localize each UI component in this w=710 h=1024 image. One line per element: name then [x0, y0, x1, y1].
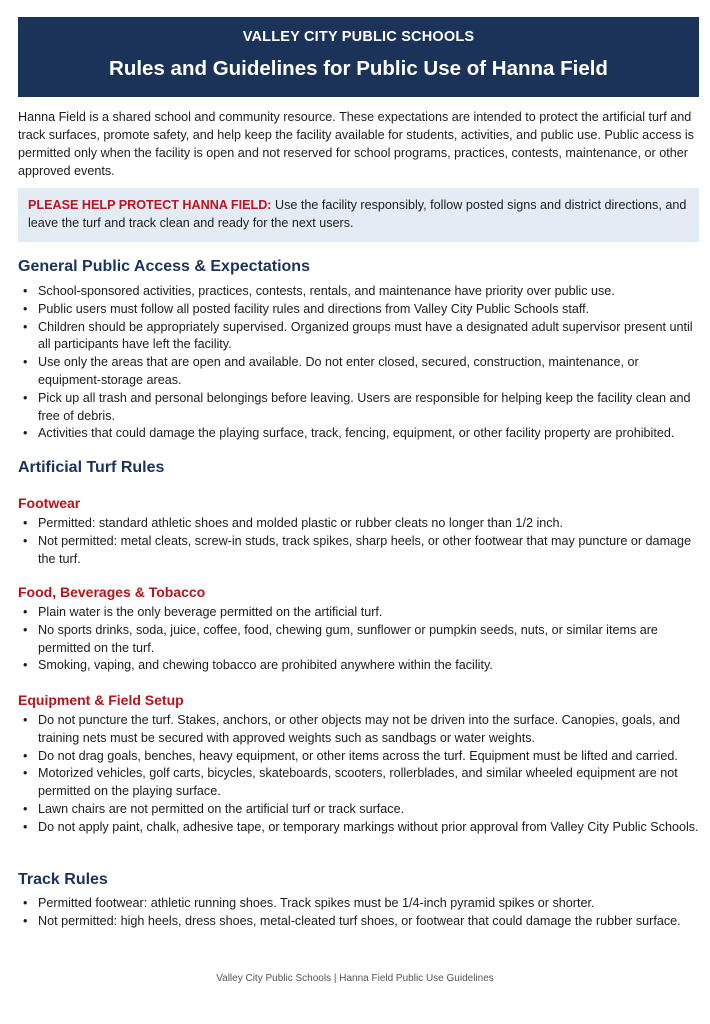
list-item: • Do not apply paint, chalk, adhesive tape, or temporary markings without prior approval from Valley City Public Schools.	[18, 819, 702, 837]
list-item: • Activities that could damage the playing surface, track, fencing, equipment, or other facility property are prohibited.	[18, 425, 702, 443]
list-item: • Lawn chairs are not permitted on the artificial turf or track surface.	[18, 801, 702, 819]
list-item: • Permitted footwear: athletic running shoes. Track spikes must be 1/4-inch pyramid spikes or shorter.	[18, 895, 702, 913]
list-item: • Not permitted: metal cleats, screw-in studs, track spikes, sharp heels, or other footwear that may puncture or damage the turf.	[18, 533, 702, 569]
list-item: • Use only the areas that are open and available. Do not enter closed, secured, construction, maintenance, or equipment-storage areas.	[18, 354, 702, 390]
list-item: • Pick up all trash and personal belongings before leaving. Users are responsible for helping keep the facility clean and free of debris.	[18, 390, 702, 426]
list-item: • Smoking, vaping, and chewing tobacco are prohibited anywhere within the facility.	[18, 657, 702, 675]
equipment-heading: Equipment & Field Setup	[18, 692, 184, 708]
list-item: • School-sponsored activities, practices, contests, rentals, and maintenance have priority over public use.	[18, 283, 702, 301]
document-title: Rules and Guidelines for Public Use of Hanna Field	[109, 57, 608, 80]
footwear-list	[18, 515, 702, 568]
list-item: • Plain water is the only beverage permitted on the artificial turf.	[18, 604, 702, 622]
list-item: • Not permitted: high heels, dress shoes, metal-cleated turf shoes, or footwear that could damage the rubber surface.	[18, 913, 702, 931]
callout-text: Use the facility responsibly, follow posted signs and district directions, and leave the turf and track clean and ready for the next users.	[28, 198, 687, 230]
general-heading: General Public Access & Expectations	[18, 258, 310, 275]
food-list	[18, 604, 702, 675]
list-item: • Motorized vehicles, golf carts, bicycles, skateboards, scooters, rollerblades, and similar wheeled equipment are not permitted on the playing surface.	[18, 765, 702, 801]
list-item: • Permitted: standard athletic shoes and molded plastic or rubber cleats no longer than 1/2 inch.	[18, 515, 702, 533]
turf-heading: Artificial Turf Rules	[18, 459, 165, 476]
track-heading: Track Rules	[18, 871, 108, 888]
equipment-list	[18, 712, 702, 837]
list-item: • Children should be appropriately supervised. Organized groups must have a designated adult supervisor present until all participants have left the facility.	[18, 319, 702, 355]
intro-paragraph: Hanna Field is a shared school and community resource. These expectations are intended to protect the artificial turf and track surfaces, promote safety, and help keep the facility available for students, activities, and public use. Public access is permitted only when the facility is open and not reserved for school programs, practices, contests, maintenance, or other approved events.	[18, 110, 694, 178]
header-banner	[18, 17, 699, 97]
list-item: • Public users must follow all posted facility rules and directions from Valley City Public Schools staff.	[18, 301, 702, 319]
organization-name: VALLEY CITY PUBLIC SCHOOLS	[242, 29, 475, 45]
callout-lead: PLEASE HELP PROTECT HANNA FIELD:	[28, 198, 272, 212]
page-footer: Valley City Public Schools | Hanna Field Public Use Guidelines	[216, 973, 494, 984]
general-list	[18, 283, 702, 443]
footwear-heading: Footwear	[18, 495, 81, 511]
track-list	[18, 895, 702, 931]
list-item: • Do not puncture the turf. Stakes, anchors, or other objects may not be driven into the surface. Canopies, goals, and training nets must be secured with approved weights such as sandbags or water weights.	[18, 712, 702, 748]
list-item: • Do not drag goals, benches, heavy equipment, or other items across the turf. Equipment must be lifted and carried.	[18, 748, 702, 766]
list-item: • No sports drinks, soda, juice, coffee, food, chewing gum, sunflower or pumpkin seeds, nuts, or similar items are permitted on the turf.	[18, 622, 702, 658]
callout-box	[18, 188, 699, 242]
food-heading: Food, Beverages & Tobacco	[18, 584, 206, 600]
